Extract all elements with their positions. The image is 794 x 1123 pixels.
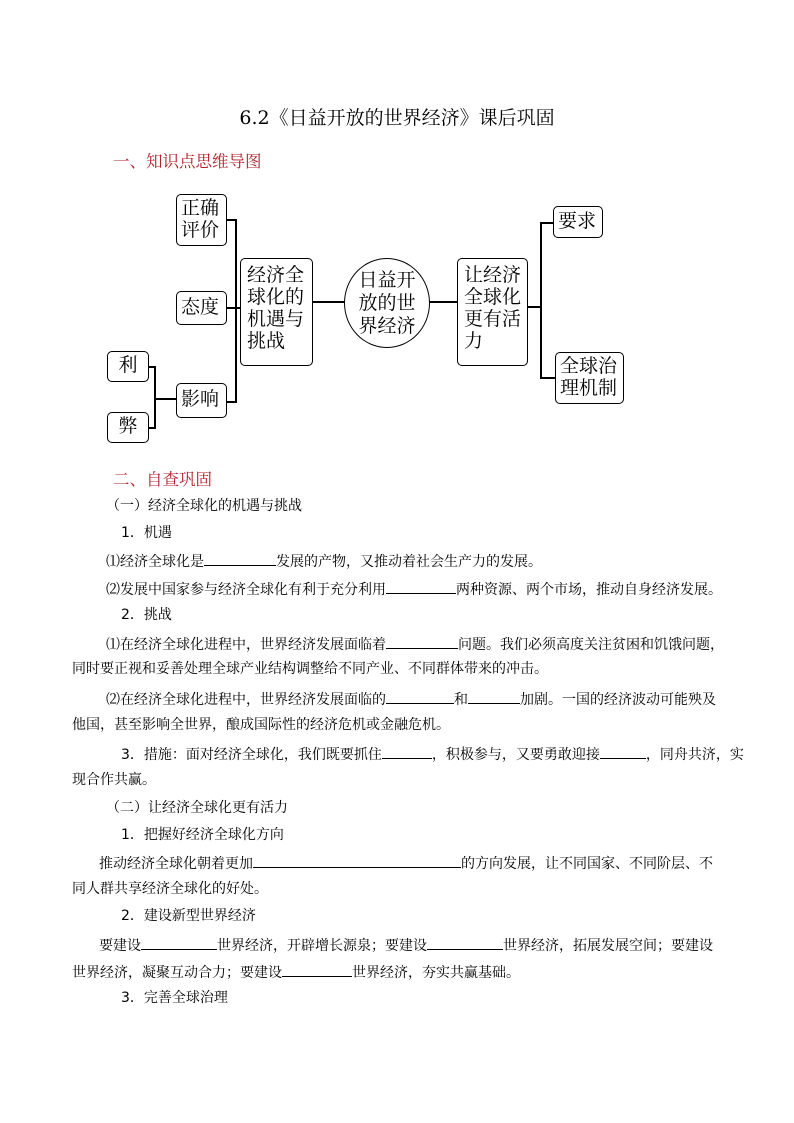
blank	[600, 743, 646, 759]
blank	[282, 961, 352, 977]
node-line: 理机制	[560, 377, 618, 399]
blank	[204, 550, 276, 566]
blank	[386, 633, 458, 649]
node-line: 全球治	[560, 355, 618, 377]
connector	[540, 222, 554, 224]
node-benefit: 利	[107, 351, 149, 382]
node-vitality	[457, 258, 528, 366]
blank	[141, 934, 217, 950]
paragraph: 世界经济，凝聚互动合力；要建设 世界经济，夯实共赢基础。	[72, 961, 520, 983]
node-line: 界经济	[358, 315, 416, 337]
item-opportunity: 1．机遇	[121, 525, 172, 541]
paragraph: ⑵发展中国家参与经济全球化有利于充分利用 两种资源、两个市场，推动自身经济发展。	[106, 578, 722, 600]
node-impact: 影响	[176, 383, 227, 418]
connector	[226, 307, 240, 309]
node-attitude: 态度	[176, 291, 227, 325]
blank	[468, 688, 520, 704]
node-line: 机遇与	[247, 308, 305, 330]
node-line: 球化的	[247, 286, 305, 308]
connector	[235, 219, 237, 403]
node-line: 挑战	[247, 330, 286, 352]
node-line: 日益开	[358, 269, 416, 291]
blank	[386, 578, 456, 594]
part1-title: （一）经济全球化的机遇与挑战	[106, 498, 302, 514]
item-governance: 3．完善全球治理	[121, 990, 228, 1006]
paragraph: 现合作共赢。	[72, 772, 156, 788]
connector	[313, 301, 345, 303]
paragraph: 3．措施：面对经济全球化，我们既要抓住 ，积极参与，又要勇敢迎接 ，同舟共济，实	[121, 743, 744, 765]
blank	[382, 743, 432, 759]
connector	[429, 301, 459, 303]
node-center	[344, 258, 430, 348]
node-line: 更有活	[464, 308, 522, 330]
node-line: 正确	[181, 197, 220, 219]
connector	[540, 222, 542, 379]
node-line: 力	[464, 330, 484, 352]
node-line: 经济全	[247, 264, 305, 286]
blank	[427, 934, 503, 950]
paragraph: 他国，甚至影响全世界，酿成国际性的经济危机或金融危机。	[72, 717, 450, 733]
paragraph: 同时要正视和妥善处理全球产业结构调整给不同产业、不同群体带来的冲击。	[72, 661, 548, 677]
node-harm: 弊	[107, 412, 149, 443]
item-direction: 1．把握好经济全球化方向	[121, 827, 284, 843]
section-2-heading: 二、自查巩固	[113, 470, 212, 489]
connector	[154, 398, 176, 400]
connector	[540, 377, 556, 379]
paragraph: 要建设 世界经济，开辟增长源泉；要建设 世界经济，拓展发展空间；要建设	[99, 934, 713, 956]
node-line: 全球化	[464, 286, 522, 308]
page-title: 6.2《日益开放的世界经济》课后巩固	[239, 107, 555, 129]
paragraph: ⑴经济全球化是 发展的产物，又推动着社会生产力的发展。	[106, 550, 542, 572]
node-opportunity-challenge	[240, 258, 313, 366]
node-line: 放的世	[358, 292, 416, 314]
item-new-economy: 2．建设新型世界经济	[121, 908, 256, 924]
paragraph: 同人群共享经济全球化的好处。	[72, 881, 268, 897]
node-requirement: 要求	[553, 206, 603, 238]
blank	[253, 852, 461, 868]
part2-title: （二）让经济全球化更有活力	[106, 800, 288, 816]
node-governance	[555, 352, 624, 404]
section-1-heading: 一、知识点思维导图	[113, 152, 262, 171]
blank	[386, 688, 454, 704]
node-line: 让经济	[464, 264, 522, 286]
node-line: 评价	[181, 219, 220, 241]
item-challenge: 2．挑战	[121, 607, 172, 623]
paragraph: ⑵在经济全球化进程中，世界经济发展面临的 和 加剧。一国的经济波动可能殃及	[106, 688, 716, 710]
paragraph: ⑴在经济全球化进程中，世界经济发展面临着 问题。我们必须高度关注贫困和饥饿问题，	[106, 633, 724, 655]
node-evaluate	[176, 194, 227, 246]
paragraph: 推动经济全球化朝着更加 的方向发展，让不同国家、不同阶层、不	[99, 852, 713, 874]
